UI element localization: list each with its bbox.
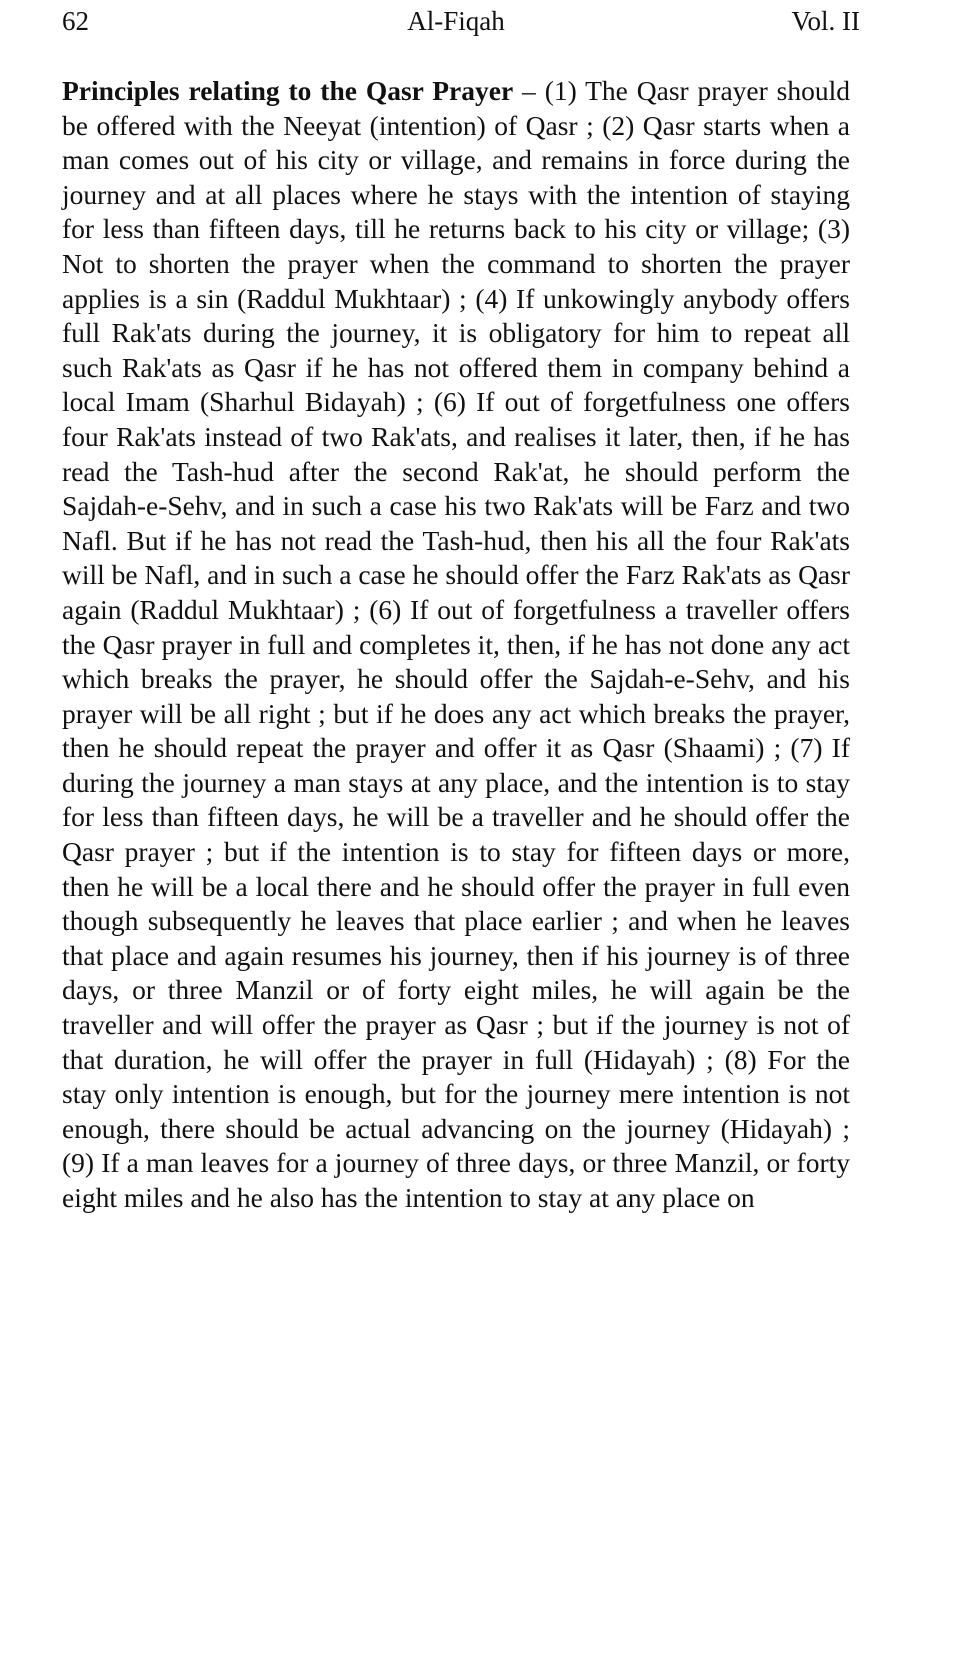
page-number: 62: [62, 6, 89, 36]
paragraph-text: (1) The Qasr prayer should be offered with the Neeyat (intention) of Qasr ; (2) Qasr starts when a man comes out of his city or village, and remains in force during the journey and at all places where he stays with the intention of staying for less than fifteen days, till he returns back to his city or village; (3) Not to shorten the prayer when the command to shorten the prayer applies is a sin (Raddul Mukhtaar) ; (4) If unkowingly anybody offers full Rak'ats during the journey, it is obligatory for him to repeat all such Rak'ats as Qasr if he has not offered them in company behind a local Imam (Sharhul Bidayah) ; (6) If out of forgetfulness one offers four Rak'ats instead of two Rak'ats, and realises it later, then, if he has read the Tash-hud after the second Rak'at, he should perform the Sajdah-e-Sehv, and in such a case his two Rak'ats will be Farz and two Nafl. But if he has not read the Tash-hud, then his all the four Rak'ats will be Nafl, and in such a case he should offer the Farz Rak'ats as Qasr again (Raddul Mukhtaar) ; (6) If out of forgetfulness a traveller offers the Qasr prayer in full and completes it, then, if he has not done any act which breaks the prayer, he should offer the Sajdah-e-Sehv, and his prayer will be all right ; but if he does any act which breaks the prayer, then he should repeat the prayer and offer it as Qasr (Shaami) ; (7) If during the journey a man stays at any place, and the intention is to stay for less than fifteen days, he will be a traveller and he should offer the Qasr prayer ; but if the intention is to stay for fifteen days or more, then he will be a local there and he should offer the prayer in full even though subsequently he leaves that place earlier ; and when he leaves that place and again resumes his journey, then if his journey is of three days, or three Manzil or of forty eight miles, he will again be the traveller and will offer the prayer as Qasr ; but if the journey is not of that duration, he will offer the prayer in full (Hidayah) ; (8) For the stay only intention is enough, but for the journey mere intention is not enough, there should be actual advancing on the journey (Hidayah) ; (9) If a man leaves for a journey of three days, or three Manzil, or forty eight miles and he also has the intention to stay at any place on: [62, 75, 850, 1213]
book-title: Al-Fiqah: [407, 6, 505, 36]
running-header: [62, 4, 860, 38]
heading-dash: –: [513, 75, 545, 106]
section-heading: Principles relating to the Qasr Prayer: [62, 75, 514, 106]
volume-label: Vol. II: [791, 6, 860, 36]
body-paragraph: [62, 74, 850, 1216]
